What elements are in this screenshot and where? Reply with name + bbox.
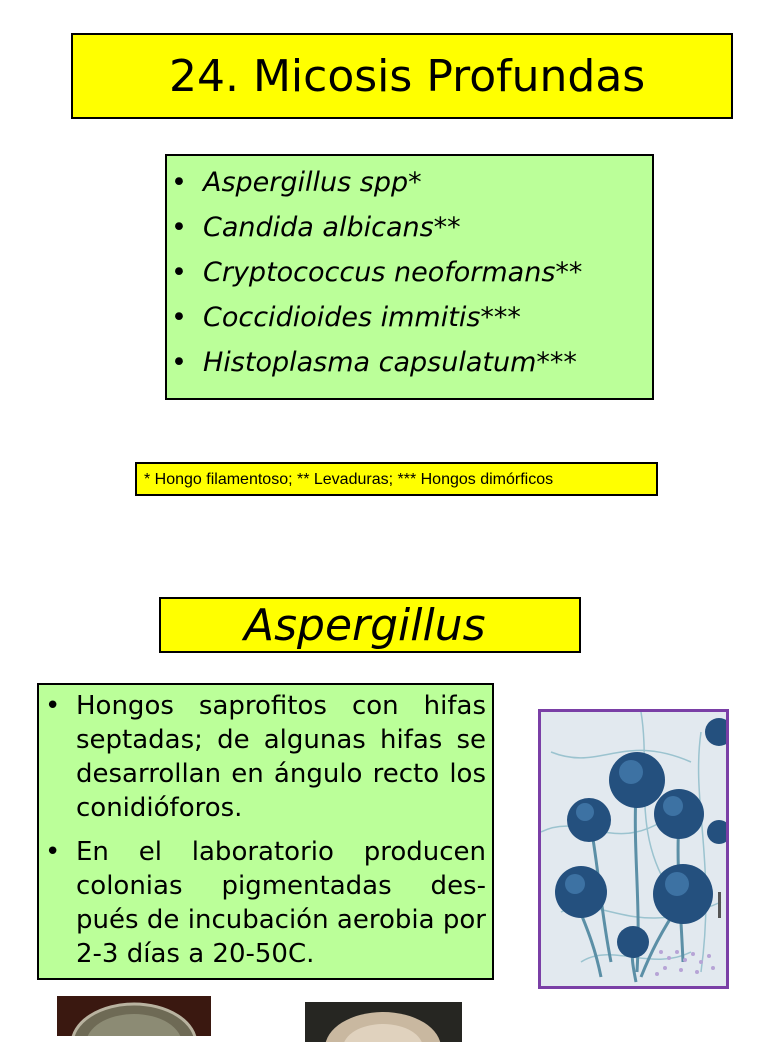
bullet: • [45,691,61,721]
bullet: • [171,347,187,378]
list-item [171,295,582,340]
description-list [43,689,486,981]
list-item [171,205,582,250]
species-name: Aspergillus spp* [203,167,422,198]
page-title: 24. Micosis Profundas [169,51,646,102]
petri-dish-icon [57,996,211,1036]
title-box [71,33,733,119]
description-text: En el laboratorio producen colonias pigmentadas des-pués de incubación aerobia por 2-3 días a 20-50C. [76,837,486,969]
colony-photo-2 [305,1002,462,1042]
species-name: Histoplasma capsulatum*** [203,347,577,378]
bullet: • [171,167,187,198]
aspergillus-heading: Aspergillus [244,600,486,651]
aspergillus-description-box [37,683,494,980]
bullet: • [171,302,187,333]
culture-plate-icon [305,1002,462,1042]
list-item [43,835,486,971]
species-list-box [165,154,654,400]
colony-photo-1 [57,996,211,1036]
legend-box [135,462,658,496]
species-name: Candida albicans** [203,212,461,243]
list-item [43,689,486,825]
list-item [171,250,582,295]
species-name: Cryptococcus neoformans** [203,257,583,288]
aspergillus-heading-box [159,597,581,653]
bullet: • [45,837,61,867]
aspergillus-micrograph-icon [541,712,726,986]
legend-text: * Hongo filamentoso; ** Levaduras; *** Hongos dimórficos [144,471,554,488]
description-text: Hongos saprofitos con hifas septadas; de algunas hifas se desarrollan en ángulo recto los conidióforos. [76,691,486,823]
micrograph-image [538,709,729,989]
list-item [171,340,582,385]
species-name: Coccidioides immitis*** [203,302,521,333]
bullet: • [171,257,187,288]
list-item [171,160,582,205]
bullet: • [171,212,187,243]
species-list [171,160,582,385]
